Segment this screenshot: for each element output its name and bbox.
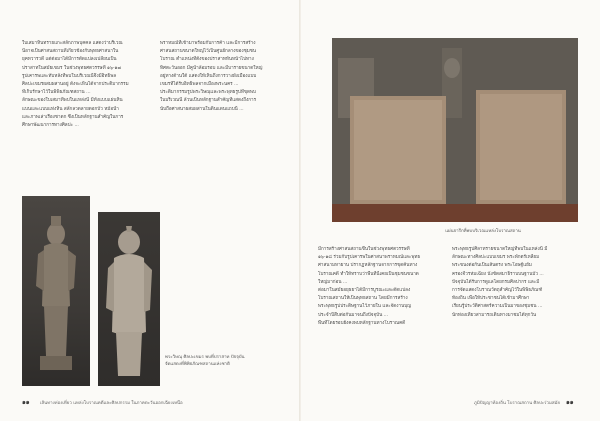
text-line: รูปเคารพและทับหลังที่พบในบริเวณนี้จึงมีอิทธิพล	[22, 73, 117, 79]
text-line: ศึกษาพัฒนาการทางศิลปะ ...	[22, 123, 79, 129]
stone-slabs-icon	[332, 38, 578, 222]
left-page-number: ๑๑	[22, 399, 30, 406]
left-page-column-1	[22, 40, 147, 180]
statue-figure-icon	[98, 212, 160, 386]
statue-figure-icon	[22, 196, 90, 386]
text-line: นี้อาจเป็นศาสนสถานที่เกี่ยวข้องกับพุทธศาสนาใน	[22, 49, 119, 55]
right-page-column-2	[452, 246, 580, 394]
text-line: ศาสนามหายาน ปรากฏหลักฐานจากการขุดค้นทาง	[318, 263, 418, 269]
text-line: พระพุทธรูปประดิษฐานไว้ภายใน และจัดงานบุญ	[318, 304, 412, 310]
text-line: ในบริเวณนี้ ล้วนเป็นหลักฐานสำคัญที่แสดงถึงการ	[160, 98, 257, 104]
text-line: ต่อมาในสมัยอยุธยาได้มีการบูรณะและดัดแปลง	[318, 288, 411, 294]
text-line: และภาพเล่าเรื่องชาดก ซึ่งเป็นหลักฐานสำคัญในการ	[22, 114, 124, 120]
text-line: ลักษณะของใบเสมาที่พบในแหล่งนี้ มีทั้งแบบแผ่นหิน	[22, 98, 123, 104]
text-line: ศาสนสถานขนาดใหญ่ไว้เป็นศูนย์กลางของชุมชน	[160, 49, 257, 55]
inscription-caption: แผ่นจารึกที่พบบริเวณแหล่งโบราณสถาน	[445, 229, 521, 234]
text-line: ปราสาทในสมัยเขมร ในช่วงพุทธศตวรรษที่ ๑๖-๑๗	[22, 65, 121, 71]
left-page-column-2	[160, 40, 282, 180]
text-line: โบราณคดี ทำให้ทราบว่าพื้นที่นี้เคยเป็นชุมชนขนาด	[318, 271, 419, 277]
text-line: ครองจีวรห่มเฉียง นั่งขัดสมาธิราบบนฐานบัว ...	[452, 271, 544, 277]
right-page-number: ๑๑	[566, 399, 574, 406]
statue-photo-right	[98, 212, 160, 386]
text-line: การจัดแสดงโบราณวัตถุสำคัญไว้ในพิพิธภัณฑ์	[452, 288, 543, 294]
text-line: พระขนงต่อกันเป็นเส้นตรง พระโอษฐ์แย้ม	[452, 263, 532, 269]
text-line: โบราณสถานให้เป็นพุทธสถาน โดยมีการสร้าง	[318, 296, 408, 302]
text-line: ลักษณะทางศิลปะแบบเขมร พระพักตร์เหลี่ยม	[452, 255, 540, 261]
text-line: เขมรที่ได้รับอิทธิพลจากเมืองพระนคร ...	[160, 82, 239, 88]
text-line: มีการสร้างศาสนสถานขึ้นในช่วงพุทธศตวรรษที่	[318, 247, 410, 252]
left-footer-text: เส้นทางท่องเที่ยว แหล่งโบราณคดีและศิลปกรรม ในภาคตะวันออกเฉียงเหนือ	[40, 401, 183, 406]
text-line: ที่เก็บรักษาไว้ในพิพิธภัณฑสถาน ...	[22, 90, 91, 96]
text-line: โบราณ ตำแหน่งที่ตั้งของปราสาทหันหน้าไปทาง	[160, 57, 254, 63]
text-line: นับถือศาสนาผสมผสานในดินแดนแถบนี้ ...	[160, 106, 244, 112]
text-line: ประติมากรรมรูปพระวิษณุและพระพุทธรูปที่ขุดพบ	[160, 90, 256, 96]
page-gutter	[299, 0, 301, 421]
right-footer-text: ภูมิปัญญาท้องถิ่น โบราณสถาน ศิลปะร่วมสมัย	[474, 401, 560, 406]
text-line: นักท่องเที่ยวสามารถเดินทางมาชมได้ทุกวัน	[452, 312, 537, 318]
inscription-photo	[332, 38, 578, 222]
text-line: ศิลปะเขมรผสมผสานอยู่ ดังจะเห็นได้จากประติมากรรม	[22, 82, 129, 88]
text-line: ทิศตะวันออก มีคูน้ำล้อมรอบ และมีบารายขนาดใหญ่	[160, 65, 263, 71]
statue-photo-left	[22, 196, 90, 386]
left-photo-caption: พระวิษณุ ศิลปะเขมร พบที่ปราสาท ปัจจุบันจัดแสดงที่พิพิธภัณฑสถานแห่งชาติ	[165, 355, 245, 367]
right-page-column-1	[318, 246, 446, 394]
text-line: ใบเสมาหินทรายแกะสลักภาพบุคคล แสดงว่าบริเวณ	[22, 41, 123, 46]
text-line: ใหญ่มาก่อน ...	[318, 279, 348, 285]
text-line: พระพุทธรูปศิลาทรายขนาดใหญ่ที่พบในแหล่งนี้ มี	[452, 247, 548, 252]
text-line: แบนและแบบแท่งหิน สลักลวดลายดอกบัว หม้อน้ำ	[22, 106, 119, 112]
text-line: ประจำปีสืบต่อกันมาจนถึงปัจจุบัน ...	[318, 312, 389, 318]
text-line: ท้องถิ่น เพื่อให้ประชาชนได้เข้ามาศึกษา	[452, 296, 530, 302]
text-line: พื้นที่โดยรอบยังคงพบหลักฐานทางโบราณคดี	[318, 320, 406, 326]
text-line: อยู่ทางด้านใต้ แสดงให้เห็นถึงการวางผังเมืองแบบ	[160, 73, 257, 79]
text-line: พราหมณ์ที่เข้ามาพร้อมกับการค้า และมีการสร้าง	[160, 41, 256, 46]
text-line: เรียนรู้ประวัติศาสตร์ความเป็นมาของชุมชน ...	[452, 304, 543, 310]
text-line: ๑๖-๑๘ ร่วมกับรูปเคารพในศาสนาพราหมณ์และพุทธ	[318, 255, 421, 261]
text-line: ปัจจุบันได้รับการดูแลโดยกรมศิลปากร และมี	[452, 279, 540, 285]
text-line: ยุคทวารวดี แต่ต่อมาได้มีการดัดแปลงเปลี่ยนเป็น	[22, 57, 117, 63]
